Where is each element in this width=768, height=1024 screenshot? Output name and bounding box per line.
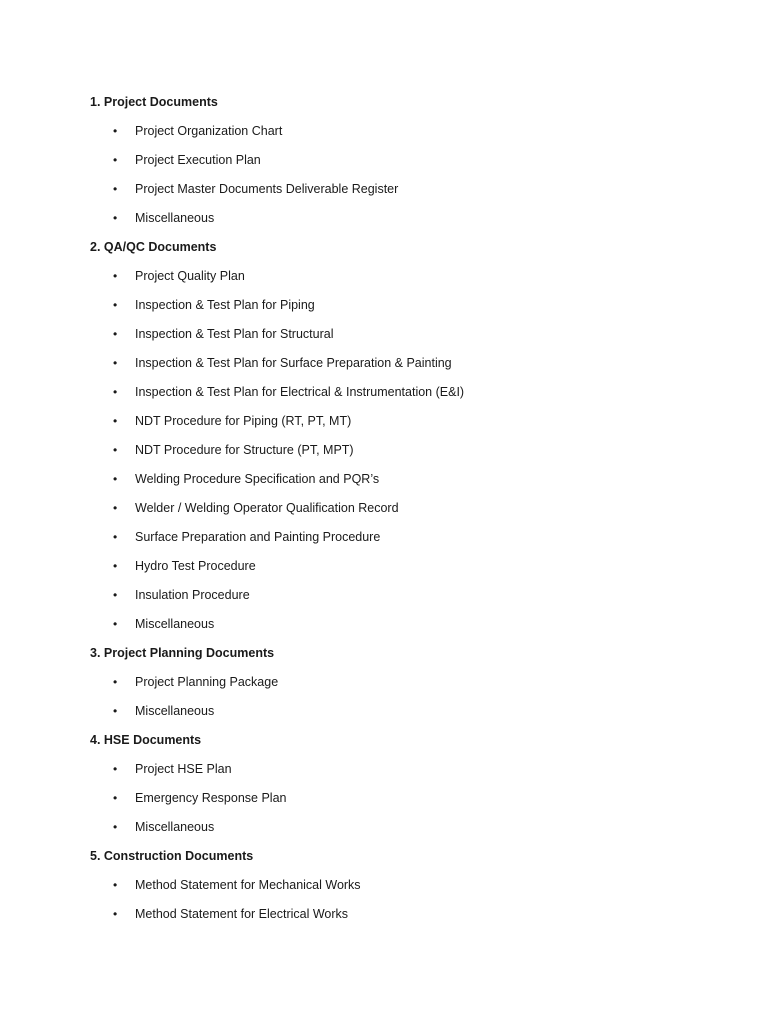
bullet-icon: • — [113, 269, 118, 283]
list-item — [90, 673, 710, 702]
list-item-text: Surface Preparation and Painting Procedure — [135, 530, 381, 544]
list-item-text: Project Master Documents Deliverable Register — [135, 182, 399, 196]
list-item — [90, 383, 710, 412]
list-item — [90, 180, 710, 209]
list-item-text: Inspection & Test Plan for Piping — [135, 298, 315, 312]
bullet-icon: • — [113, 907, 118, 921]
bullet-icon: • — [113, 675, 118, 689]
bullet-list — [90, 122, 710, 238]
list-item — [90, 354, 710, 383]
list-item-text: Project Planning Package — [135, 675, 279, 689]
bullet-icon: • — [113, 124, 118, 138]
bullet-icon: • — [113, 327, 118, 341]
section-hse-documents — [90, 731, 710, 847]
list-item-text: Inspection & Test Plan for Structural — [135, 327, 334, 341]
list-item — [90, 499, 710, 528]
bullet-icon: • — [113, 182, 118, 196]
list-item-text: Inspection & Test Plan for Electrical & Instrumentation (E&I) — [135, 385, 465, 399]
bullet-list — [90, 267, 710, 644]
section-heading: 2. QA/QC Documents — [90, 240, 217, 254]
list-item-text: Miscellaneous — [135, 617, 215, 631]
bullet-icon: • — [113, 385, 118, 399]
list-item-text: Method Statement for Electrical Works — [135, 907, 349, 921]
list-item-text: Miscellaneous — [135, 820, 215, 834]
section-project-planning-documents — [90, 644, 710, 731]
bullet-icon: • — [113, 443, 118, 457]
section-qa-qc-documents — [90, 238, 710, 644]
bullet-icon: • — [113, 878, 118, 892]
list-item-text: Project Quality Plan — [135, 269, 245, 283]
list-item-text: Miscellaneous — [135, 211, 215, 225]
bullet-list — [90, 760, 710, 847]
list-item — [90, 151, 710, 180]
section-heading: 1. Project Documents — [90, 95, 218, 109]
list-item-text: NDT Procedure for Piping (RT, PT, MT) — [135, 414, 352, 428]
list-item-text: Emergency Response Plan — [135, 791, 287, 805]
bullet-list — [90, 876, 710, 934]
bullet-icon: • — [113, 414, 118, 428]
list-item-text: Project HSE Plan — [135, 762, 232, 776]
list-item-text: NDT Procedure for Structure (PT, MPT) — [135, 443, 354, 457]
bullet-icon: • — [113, 762, 118, 776]
list-item — [90, 209, 710, 238]
list-item — [90, 760, 710, 789]
list-item — [90, 586, 710, 615]
bullet-icon: • — [113, 501, 118, 515]
section-heading: 5. Construction Documents — [90, 849, 254, 863]
list-item — [90, 412, 710, 441]
list-item — [90, 441, 710, 470]
section-construction-documents — [90, 847, 710, 934]
list-item — [90, 876, 710, 905]
bullet-icon: • — [113, 472, 118, 486]
bullet-icon: • — [113, 559, 118, 573]
list-item — [90, 528, 710, 557]
bullet-icon: • — [113, 153, 118, 167]
list-item-text: Miscellaneous — [135, 704, 215, 718]
list-item — [90, 702, 710, 731]
list-item — [90, 325, 710, 354]
bullet-icon: • — [113, 704, 118, 718]
list-item-text: Method Statement for Mechanical Works — [135, 878, 361, 892]
section-heading: 4. HSE Documents — [90, 733, 202, 747]
bullet-icon: • — [113, 588, 118, 602]
bullet-icon: • — [113, 530, 118, 544]
list-item-text: Hydro Test Procedure — [135, 559, 256, 573]
list-item — [90, 905, 710, 934]
list-item-text: Project Execution Plan — [135, 153, 261, 167]
bullet-list — [90, 673, 710, 731]
list-item-text: Insulation Procedure — [135, 588, 250, 602]
bullet-icon: • — [113, 791, 118, 805]
list-item — [90, 615, 710, 644]
list-item-text: Inspection & Test Plan for Surface Preparation & Painting — [135, 356, 452, 370]
section-project-documents — [90, 93, 710, 238]
bullet-icon: • — [113, 820, 118, 834]
bullet-icon: • — [113, 298, 118, 312]
list-item — [90, 470, 710, 499]
list-item — [90, 818, 710, 847]
list-item — [90, 267, 710, 296]
list-item — [90, 789, 710, 818]
list-item-text: Project Organization Chart — [135, 124, 283, 138]
bullet-icon: • — [113, 617, 118, 631]
list-item — [90, 122, 710, 151]
document-content — [90, 93, 710, 934]
list-item-text: Welder / Welding Operator Qualification Record — [135, 501, 399, 515]
bullet-icon: • — [113, 356, 118, 370]
bullet-icon: • — [113, 211, 118, 225]
list-item — [90, 296, 710, 325]
section-heading: 3. Project Planning Documents — [90, 646, 275, 660]
list-item — [90, 557, 710, 586]
list-item-text: Welding Procedure Specification and PQR’s — [135, 472, 380, 486]
